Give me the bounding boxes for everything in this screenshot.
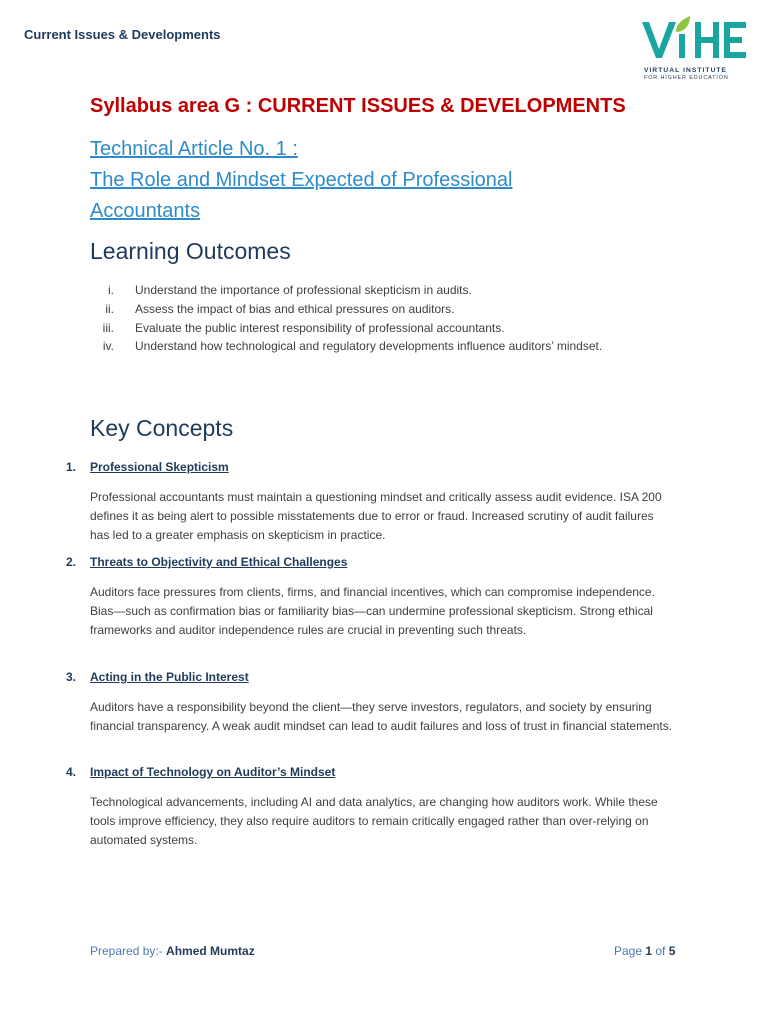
- learning-outcome-number: iii.: [102, 320, 114, 335]
- concept-number: 2.: [66, 555, 77, 569]
- concept-title-text: Acting in the Public Interest: [90, 670, 249, 684]
- learning-outcome-item: [90, 300, 710, 319]
- logo-subtitle-line-2: FOR HIGHER EDUCATION: [644, 75, 729, 81]
- article-number-line[interactable]: Technical Article No. 1 :: [90, 138, 298, 160]
- concept-title: [66, 669, 676, 685]
- concept-body: Auditors face pressures from clients, firms, and financial incentives, which can compromise independence. Bias—such as confirmation bias or familiarity bias—can undermine professional skepticism. Strong ethical frameworks and auditor independence rules are crucial in preventing such threats.: [90, 585, 655, 637]
- vihe-logo: [640, 12, 752, 84]
- learning-outcome-number: i.: [108, 283, 114, 297]
- page-current: 1: [645, 944, 653, 958]
- logo-subtitle-line-1: VIRTUAL INSTITUTE: [644, 67, 728, 74]
- learning-outcome-text: Understand the importance of professional skepticism in audits.: [135, 283, 472, 297]
- key-concept-public-interest: [66, 669, 676, 736]
- page-of: of: [652, 944, 669, 958]
- learning-outcome-text: Assess the impact of bias and ethical pressures on auditors.: [135, 301, 455, 316]
- concept-title-text: Professional Skepticism: [90, 460, 229, 474]
- key-concept-impact-of-technology: [66, 764, 676, 850]
- key-concept-threats-to-objectivity: [66, 554, 676, 640]
- concept-body: Auditors have a responsibility beyond the client—they serve investors, regulators, and society by ensuring financial transparency. A weak audit mindset can lead to audit failures and loss of trust in financial statements.: [90, 700, 673, 733]
- learning-outcome-number: ii.: [105, 301, 114, 316]
- key-concepts-heading: Key Concepts: [90, 415, 234, 441]
- learning-outcome-item: [90, 281, 710, 300]
- concept-body: Professional accountants must maintain a questioning mindset and critically assess audit evidence. ISA 200 defines it as being alert to possible misstatements due to error or fraud. Increased scrutiny of audit failures has led to a greater emphasis on skepticism in practice.: [90, 490, 662, 542]
- running-header: Current Issues & Developments: [24, 27, 221, 42]
- concept-title-text: Threats to Objectivity and Ethical Challenges: [90, 555, 348, 569]
- concept-number: 4.: [66, 765, 77, 779]
- footer-page-number: [614, 944, 675, 958]
- concept-number: 3.: [66, 670, 77, 684]
- learning-outcome-text: Evaluate the public interest responsibility of professional accountants.: [135, 320, 505, 335]
- vihe-logo-mark: [640, 12, 752, 64]
- learning-outcome-item: [90, 337, 710, 356]
- concept-body: Technological advancements, including AI and data analytics, are changing how auditors work. While these tools improve efficiency, they also require auditors to remain critically engaged rather than over-relying on automated systems.: [90, 795, 658, 847]
- article-title[interactable]: [90, 134, 650, 227]
- author-name: Ahmed Mumtaz: [166, 944, 255, 958]
- concept-title: [66, 554, 676, 570]
- learning-outcomes-list: [90, 281, 710, 356]
- learning-outcome-text: Understand how technological and regulatory developments influence auditors’ mindset.: [135, 339, 603, 354]
- concept-title-text: Impact of Technology on Auditor’s Mindset: [90, 765, 336, 779]
- concept-title: [66, 764, 676, 780]
- syllabus-title: Syllabus area G : CURRENT ISSUES & DEVELOPMENTS: [90, 95, 626, 117]
- learning-outcome-number: iv.: [102, 339, 114, 354]
- concept-number: 1.: [66, 460, 77, 474]
- footer-prepared-by: [90, 944, 255, 958]
- concept-title: [66, 459, 676, 475]
- key-concept-professional-skepticism: [66, 459, 676, 545]
- article-title-line-1[interactable]: The Role and Mindset Expected of Professional: [90, 169, 513, 191]
- page-total: 5: [668, 944, 676, 958]
- learning-outcomes-heading: Learning Outcomes: [90, 238, 291, 264]
- page-label: Page: [614, 944, 646, 958]
- prepared-by-label: Prepared by:-: [90, 944, 167, 958]
- learning-outcome-item: [90, 319, 710, 338]
- article-title-line-2[interactable]: Accountants: [90, 200, 201, 222]
